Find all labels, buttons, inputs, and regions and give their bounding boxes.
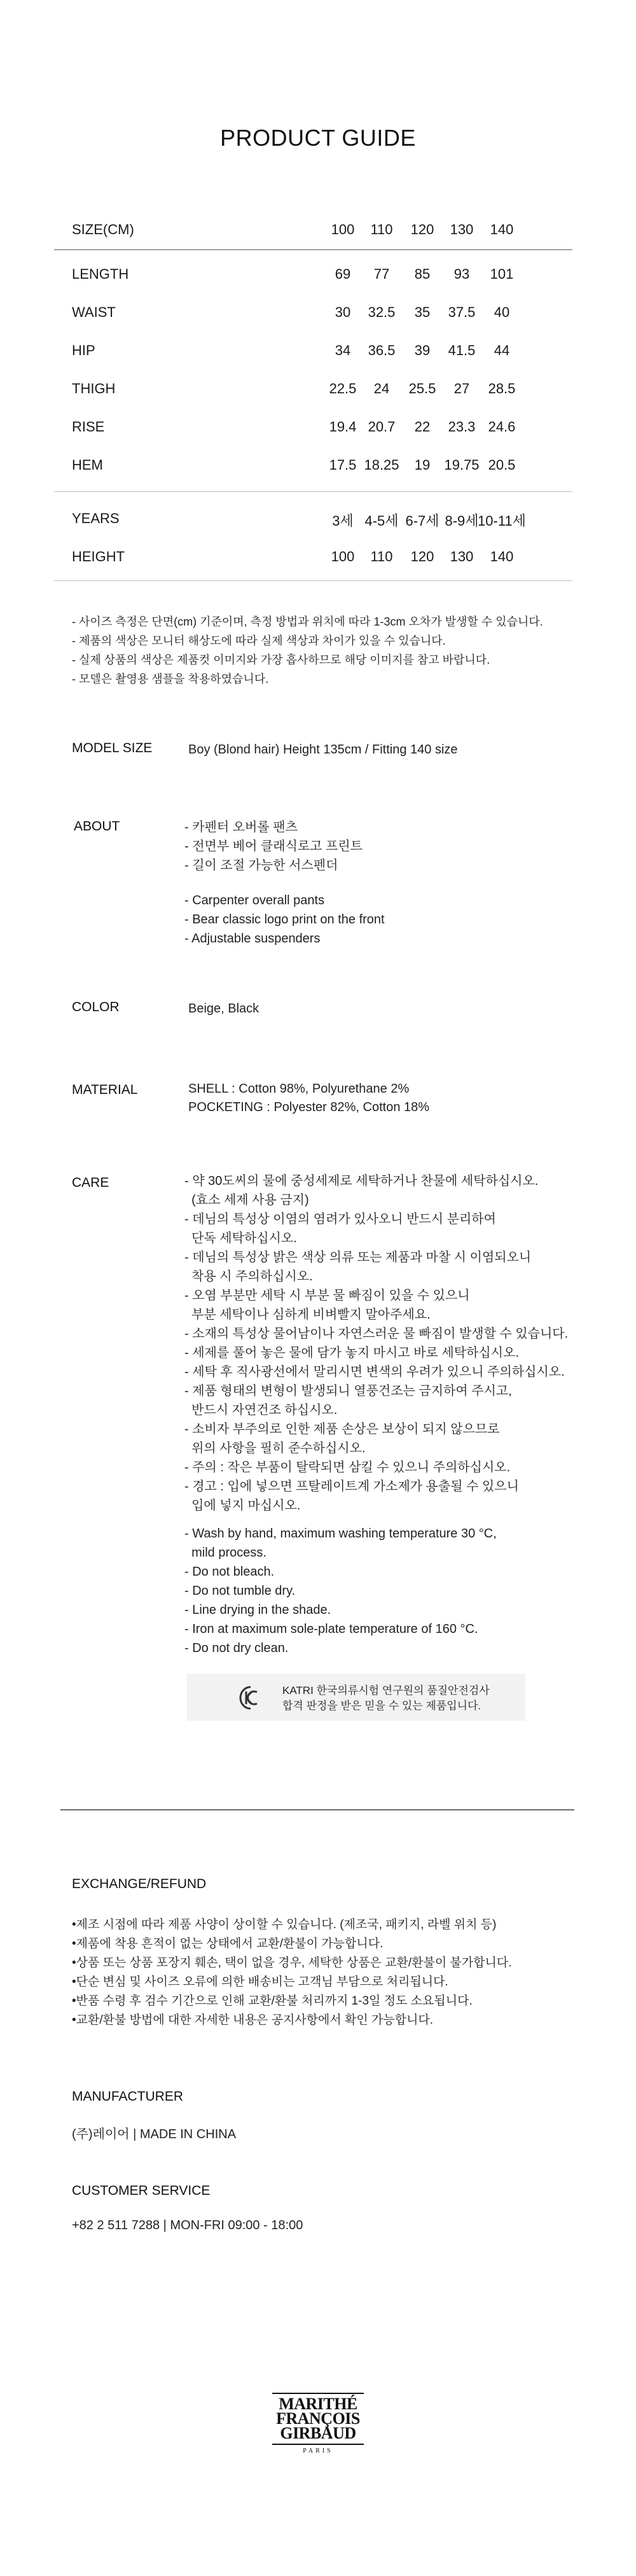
measurement-row-cell: 17.5: [329, 457, 357, 473]
exchange-item: •제조 시점에 따라 제품 사양이 상이할 수 있습니다. (제조국, 패키지, 라벨 위치 등): [72, 1918, 497, 1931]
material-line: POCKETING : Polyester 82%, Cotton 18%: [188, 1100, 430, 1114]
model-size-label: MODEL SIZE: [72, 741, 153, 755]
care-item: - 주의 : 작은 부품이 탈락되면 삼킬 수 있으니 주의하십시오.: [184, 1460, 511, 1474]
measurement-row-label: THIGH: [72, 381, 116, 396]
about-item: - 카펜터 오버롤 팬츠: [184, 820, 298, 834]
fit-row-label: YEARS: [72, 510, 120, 526]
fit-row: [72, 510, 572, 529]
size-header-row-label: SIZE(CM): [72, 221, 134, 237]
about-ko-list: [184, 818, 363, 875]
measurement-row-cell: 30: [335, 304, 351, 320]
fit-row-cell: 130: [450, 549, 474, 564]
size-header-row-cell: 140: [490, 221, 514, 237]
fit-row-label: HEIGHT: [72, 549, 125, 564]
measurement-row-cell: 28.5: [488, 381, 516, 396]
exchange-item: •단순 변심 및 사이즈 오류에 의한 배송비는 고객님 부담으로 처리됩니다.: [72, 1975, 448, 1989]
care-item: - 경고 : 입에 넣으면 프탈레이트계 가소제가 용출될 수 있으니: [184, 1480, 519, 1494]
exchange-item: •상품 또는 상품 포장지 훼손, 택이 없을 경우, 세탁한 상품은 교환/환불이 불가합니다.: [72, 1956, 512, 1970]
measurement-row-cell: 19: [414, 457, 431, 473]
exchange-list: [72, 1915, 512, 2030]
care-item: - 소재의 특성상 물어남이나 자연스러운 물 빠짐이 발생할 수 있습니다.: [184, 1327, 569, 1341]
table-bottom-rule: [54, 580, 572, 581]
exchange-item: •반품 수령 후 검수 기간으로 인해 교환/환불 처리까지 1-3일 정도 소요됩니다.: [72, 1994, 473, 2008]
about-en-list: [184, 891, 385, 948]
measurement-row-cell: 101: [490, 266, 514, 282]
logo-paris: PARIS: [303, 2447, 333, 2454]
measurement-row-cell: 44: [494, 342, 510, 358]
manufacturer-label: MANUFACTURER: [72, 2089, 184, 2104]
measurement-row-cell: 19.4: [329, 419, 357, 435]
table-header-rule: [54, 249, 572, 250]
care-item: - 데님의 특성상 이염의 염려가 있사오니 반드시 분리하여: [184, 1212, 496, 1226]
page-title: PRODUCT GUIDE: [220, 125, 416, 151]
measurement-row-cell: 20.5: [488, 457, 516, 473]
katri-line: KATRI 한국의류시험 연구원의 품질안전검사: [282, 1684, 490, 1697]
size-header-row-cell: 110: [370, 221, 393, 237]
exchange-item: •제품에 착용 흔적이 없는 상태에서 교환/환불이 가능합니다.: [72, 1937, 384, 1950]
note-line: - 모델은 촬영용 샘플을 착용하였습니다.: [72, 673, 269, 685]
measurement-row-cell: 19.75: [444, 457, 480, 473]
material-line: SHELL : Cotton 98%, Polyurethane 2%: [188, 1082, 410, 1096]
measurement-row-cell: 24: [373, 381, 390, 396]
logo-line: FRANÇOIS: [276, 2409, 360, 2428]
katri-line: 합격 판정을 받은 믿을 수 있는 제품입니다.: [282, 1700, 481, 1712]
measurement-row: [72, 342, 572, 361]
exchange-item: •교환/환불 방법에 대한 자세한 내용은 공지사항에서 확인 가능합니다.: [72, 2013, 434, 2027]
measurement-row: [72, 266, 572, 285]
care-item: - 세제를 풀어 놓은 물에 담가 놓지 마시고 바로 세탁하십시오.: [184, 1346, 519, 1360]
exchange-label: EXCHANGE/REFUND: [72, 1877, 207, 1891]
fit-row-cell: 6-7세: [405, 513, 439, 529]
logo-line: MARITHÉ: [279, 2395, 357, 2413]
measurement-row-cell: 35: [414, 304, 431, 320]
material-label: MATERIAL: [72, 1082, 138, 1097]
care-item: - 오염 부분만 세탁 시 부분 물 빠짐이 있을 수 있으니: [184, 1289, 470, 1303]
about-item: - 길이 조절 가능한 서스펜더: [184, 858, 338, 872]
logo-bottom-rule: [272, 2444, 364, 2445]
measurement-row-cell: 40: [494, 304, 510, 320]
care-item: mild process.: [184, 1546, 266, 1560]
measurement-row-cell: 22: [414, 419, 431, 435]
fit-row-cell: 110: [370, 549, 393, 564]
care-item: - Iron at maximum sole-plate temperature of 160 °C.: [184, 1622, 478, 1636]
measurement-row-cell: 41.5: [448, 342, 476, 358]
measurement-row-cell: 22.5: [329, 381, 357, 396]
measurement-row: [72, 304, 572, 323]
fit-row-cell: 8-9세: [445, 513, 479, 529]
measurement-row-label: RISE: [72, 419, 105, 435]
care-item: 입에 넣지 마십시오.: [184, 1499, 301, 1513]
measurement-row-cell: 77: [373, 266, 390, 282]
measurement-row-label: WAIST: [72, 304, 116, 320]
care-item: 부분 세탁이나 심하게 비벼빨지 말아주세요.: [184, 1308, 431, 1322]
fit-row-cell: 4-5세: [364, 513, 399, 529]
size-header-row: [72, 221, 572, 241]
fit-row-cell: 10-11세: [478, 513, 526, 529]
care-item: - 세탁 후 직사광선에서 말리시면 변색의 우려가 있으니 주의하십시오.: [184, 1365, 565, 1379]
note-line: - 실제 상품의 색상은 제품컷 이미지와 가장 흡사하므로 해당 이미지를 참고 바랍니다.: [72, 654, 490, 666]
care-item: 위의 사항을 필히 준수하십시오.: [184, 1441, 366, 1455]
kc-mark-icon: [239, 1686, 262, 1710]
care-item: - Do not dry clean.: [184, 1641, 289, 1655]
care-item: 착용 시 주의하십시오.: [184, 1270, 313, 1284]
size-header-row-cell: 130: [450, 221, 474, 237]
measurement-row-cell: 27: [453, 381, 470, 396]
measurement-row: [72, 419, 572, 438]
measurement-row-label: HIP: [72, 342, 95, 358]
katri-text: [282, 1683, 490, 1714]
measurement-row-cell: 39: [414, 342, 431, 358]
logo-line: GIRBAUD: [280, 2424, 356, 2442]
about-item: - Bear classic logo print on the front: [184, 913, 385, 927]
fit-row-cell: 140: [490, 549, 514, 564]
care-item: - 데님의 특성상 밝은 색상 의류 또는 제품과 마찰 시 이염되오니: [184, 1250, 532, 1264]
care-item: - Do not bleach.: [184, 1565, 275, 1579]
measurement-row-label: HEM: [72, 457, 103, 473]
color-label: COLOR: [72, 1000, 120, 1014]
table-mid-rule: [54, 491, 572, 492]
model-size-value: Boy (Blond hair) Height 135cm / Fitting 140 size: [188, 743, 458, 757]
measurement-row-cell: 34: [335, 342, 351, 358]
fit-row-cell: 3세: [332, 513, 354, 529]
measurement-row-cell: 32.5: [368, 304, 396, 320]
measurement-row-cell: 85: [414, 266, 431, 282]
care-item: (효소 세제 사용 금지): [184, 1193, 309, 1207]
customer-service-label: CUSTOMER SERVICE: [72, 2183, 211, 2198]
care-label: CARE: [72, 1175, 109, 1190]
care-item: 반드시 자연건조 하십시오.: [184, 1403, 338, 1417]
care-item: - Wash by hand, maximum washing temperature 30 °C,: [184, 1527, 497, 1541]
measurement-row-cell: 25.5: [408, 381, 436, 396]
measurement-row-cell: 24.6: [488, 419, 516, 435]
logo-wordmark: [267, 2397, 369, 2440]
about-label: ABOUT: [74, 819, 120, 834]
measurement-row-cell: 37.5: [448, 304, 476, 320]
fit-row-cell: 120: [410, 549, 434, 564]
care-item: - 약 30도씨의 물에 중성세제로 세탁하거나 찬물에 세탁하십시오.: [184, 1174, 539, 1188]
brand-logo: [267, 2393, 369, 2469]
care-ko-list: [184, 1172, 568, 1515]
measurement-row: [72, 381, 572, 400]
care-item: - 소비자 부주의로 인한 제품 손상은 보상이 되지 않으므로: [184, 1422, 500, 1436]
measurement-row-cell: 23.3: [448, 419, 476, 435]
note-line: - 사이즈 측정은 단면(cm) 기준이며, 측정 방법과 위치에 따라 1-3cm 오차가 발생할 수 있습니다.: [72, 615, 543, 628]
fit-row-cell: 100: [331, 549, 355, 564]
care-item: 단독 세탁하십시오.: [184, 1231, 297, 1245]
measurement-row-cell: 18.25: [364, 457, 399, 473]
size-header-row-cell: 120: [410, 221, 434, 237]
measurement-row-label: LENGTH: [72, 266, 129, 282]
about-item: - Adjustable suspenders: [184, 932, 321, 946]
measurement-row: [72, 457, 572, 476]
fit-row: [72, 549, 572, 568]
about-item: - Carpenter overall pants: [184, 893, 325, 907]
size-notes: [72, 612, 543, 689]
manufacturer-value: (주)레이어 | MADE IN CHINA: [72, 2127, 237, 2141]
care-en-list: [184, 1524, 497, 1658]
section-divider: [60, 1809, 574, 1810]
note-line: - 제품의 색상은 모니터 해상도에 따라 실제 색상과 차이가 있을 수 있습니다.: [72, 634, 446, 647]
care-item: - Line drying in the shade.: [184, 1603, 331, 1617]
material-lines: [188, 1080, 429, 1117]
size-header-row-cell: 100: [331, 221, 355, 237]
care-item: - Do not tumble dry.: [184, 1584, 296, 1598]
katri-certification-box: [187, 1674, 525, 1721]
measurement-row-cell: 93: [453, 266, 470, 282]
color-value: Beige, Black: [188, 1002, 259, 1016]
logo-top-rule: [272, 2393, 364, 2394]
care-item: - 제품 형태의 변형이 발생되니 열풍건조는 금지하여 주시고,: [184, 1384, 512, 1398]
measurement-row-cell: 36.5: [368, 342, 396, 358]
measurement-row-cell: 20.7: [368, 419, 396, 435]
about-item: - 전면부 베어 클래식로고 프린트: [184, 839, 363, 853]
customer-service-value: +82 2 511 7288 | MON-FRI 09:00 - 18:00: [72, 2218, 303, 2232]
measurement-row-cell: 69: [335, 266, 351, 282]
